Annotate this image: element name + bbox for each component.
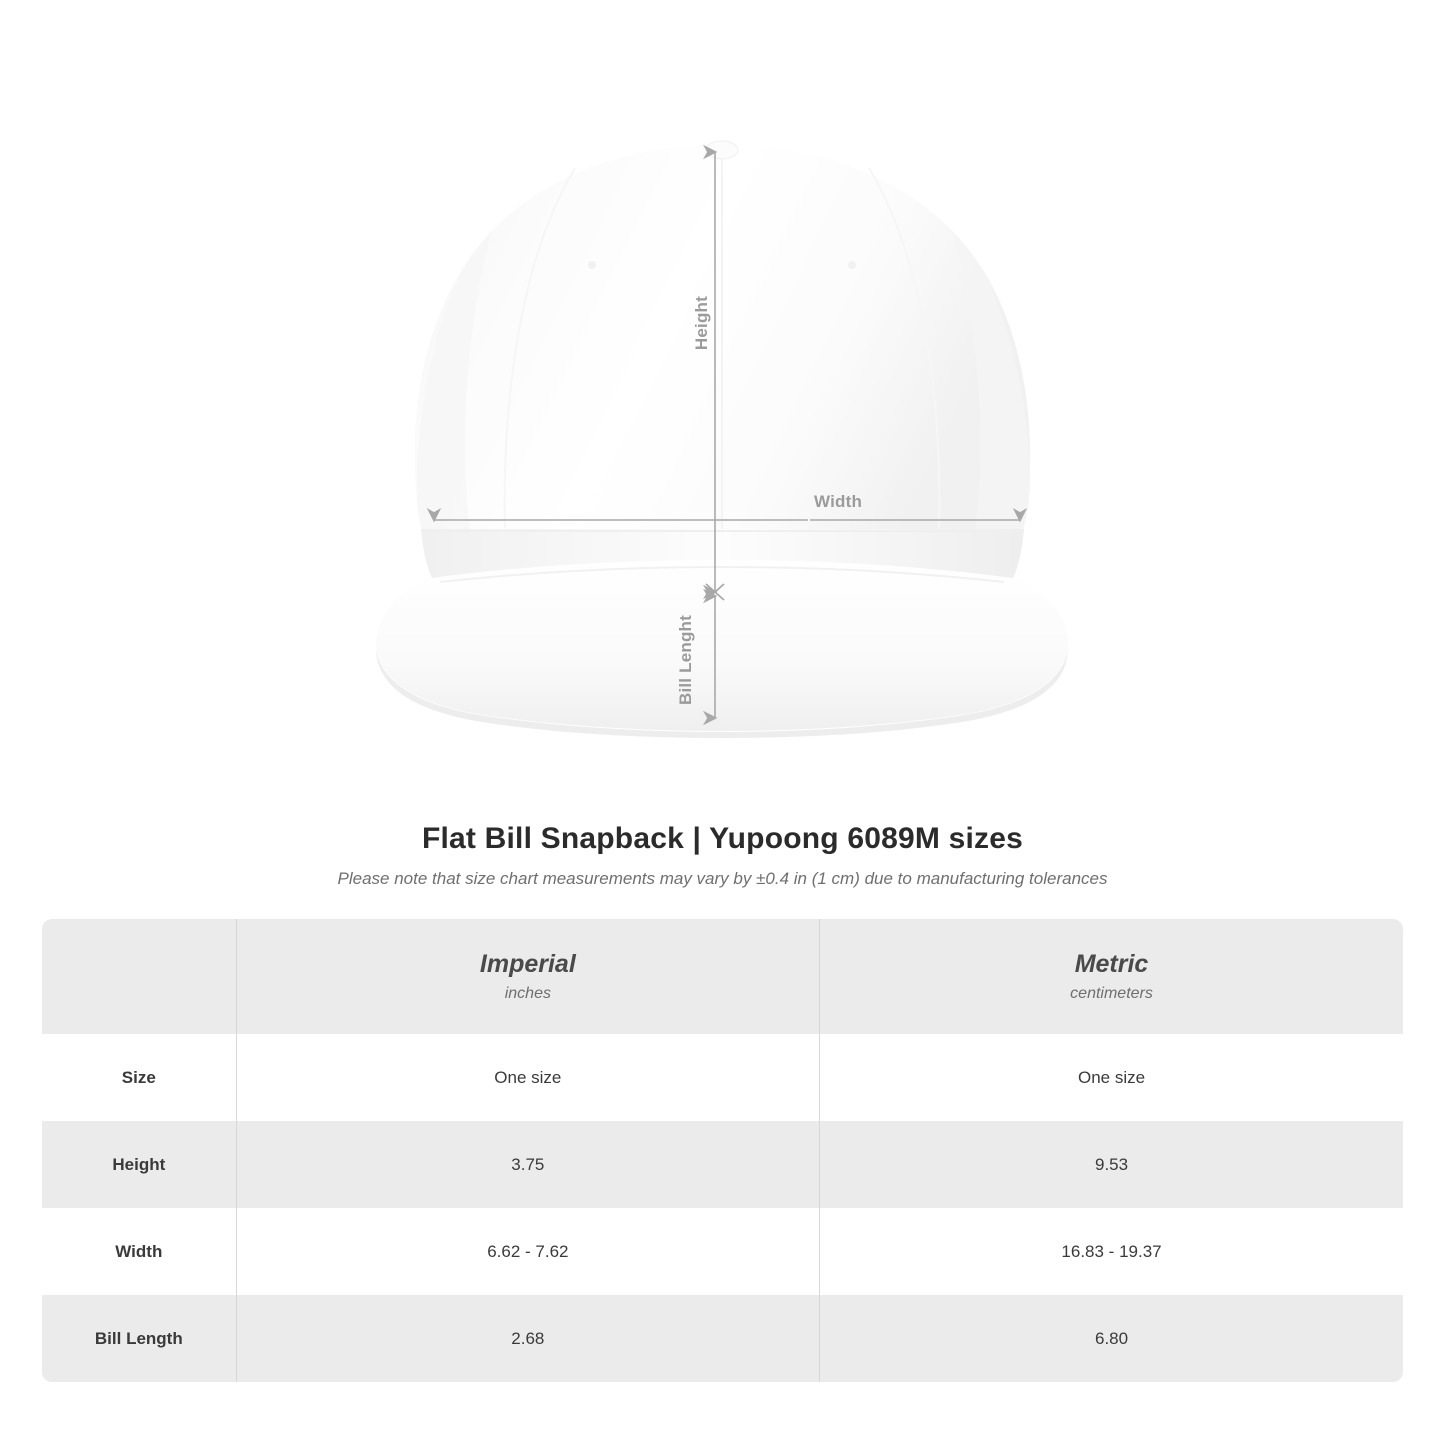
- dimension-label-bill-length: Bill Lenght: [676, 615, 695, 706]
- cell-width-metric: 16.83 - 19.37: [820, 1208, 1403, 1295]
- header-imperial-sub: inches: [504, 985, 551, 1002]
- hat-crown: [415, 141, 1031, 530]
- page-title: Flat Bill Snapback | Yupoong 6089M sizes: [421, 822, 1023, 855]
- cell-bill-length-metric: 6.80: [820, 1295, 1403, 1382]
- cell-height-metric: 9.53: [820, 1121, 1403, 1208]
- table-header-row: [42, 919, 1403, 1034]
- cell-size-imperial: One size: [236, 1034, 819, 1121]
- row-label-size: Size: [42, 1034, 236, 1121]
- tolerance-note: Please note that size chart measurements may vary by ±0.4 in (1 cm) due to manufacturing tolerances: [337, 869, 1108, 888]
- dimension-label-width: Width: [814, 492, 863, 511]
- header-cell-blank: [42, 919, 236, 1034]
- table-row: [42, 1208, 1403, 1295]
- table-row: [42, 1295, 1403, 1382]
- row-label-width: Width: [42, 1208, 236, 1295]
- title-block: [0, 822, 1445, 889]
- dimension-label-height: Height: [692, 296, 711, 351]
- table-row: [42, 1034, 1403, 1121]
- size-table: [42, 919, 1403, 1382]
- header-imperial-label: Imperial: [479, 950, 576, 978]
- header-cell-imperial: [236, 919, 819, 1034]
- cell-size-metric: One size: [820, 1034, 1403, 1121]
- cell-width-imperial: 6.62 - 7.62: [236, 1208, 819, 1295]
- header-cell-metric: [820, 919, 1403, 1034]
- size-table-wrapper: [42, 919, 1403, 1382]
- row-label-bill-length: Bill Length: [42, 1295, 236, 1382]
- table-row: [42, 1121, 1403, 1208]
- cell-height-imperial: 3.75: [236, 1121, 819, 1208]
- row-label-height: Height: [42, 1121, 236, 1208]
- cell-bill-length-imperial: 2.68: [236, 1295, 819, 1382]
- header-metric-label: Metric: [1074, 950, 1149, 978]
- header-metric-sub: centimeters: [1070, 985, 1153, 1002]
